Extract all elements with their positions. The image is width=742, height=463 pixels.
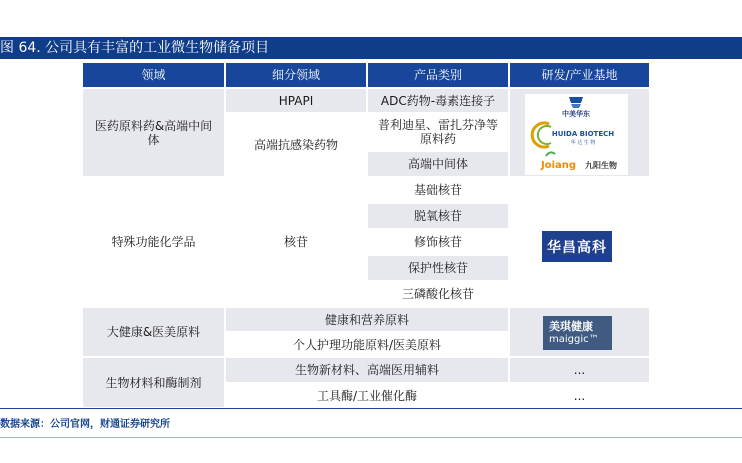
source-divider — [0, 408, 742, 409]
source-note: 数据来源：公司官网，财通证券研究所 — [0, 419, 170, 430]
subfield-anti-infective: 高端抗感染药物 — [225, 113, 367, 177]
pharma-base-logos — [525, 94, 628, 175]
product-protected-nucleoside: 保护性核苷 — [367, 255, 509, 281]
domain-biomaterials: 生物材料和酶制剂 — [82, 357, 225, 408]
header-base: 研发/产业基地 — [509, 62, 650, 88]
product-intermediate: 高端中间体 — [367, 151, 509, 177]
domain-pharma — [82, 88, 225, 177]
maiggic-logo-cn: 美琪健康 — [549, 320, 593, 333]
product-deoxy-nucleoside: 脱氧核苷 — [367, 203, 509, 229]
product-nutrition: 健康和营养原料 — [225, 307, 509, 332]
domain-special-chem: 特殊功能化学品 — [82, 177, 225, 307]
product-adc: ADC药物-毒素连接子 — [367, 88, 509, 113]
product-api-label: 普利迪星、雷扎芬净等原料药 — [377, 118, 498, 146]
subfield-nucleoside: 核苷 — [225, 177, 367, 307]
product-api — [367, 113, 509, 151]
jiuyang-logo-cn: 九阳生物 — [585, 161, 617, 170]
figure-title-bar — [0, 37, 742, 59]
zhongmei-logo-text: 中美华东 — [562, 110, 590, 118]
huida-logo-text: HUIDA BIOTECH — [551, 130, 615, 138]
maiggic-logo — [543, 316, 612, 350]
base-biomaterial: ... — [509, 357, 650, 383]
subfield-hpapi: HPAPI — [225, 88, 367, 113]
product-modified-nucleoside: 修饰核苷 — [367, 229, 509, 255]
figure-title: 图 64. 公司具有丰富的工业微生物储备项目 — [0, 40, 270, 56]
header-subfield: 细分领域 — [225, 62, 367, 88]
product-biomaterial: 生物新材料、高端医用辅料 — [225, 357, 509, 383]
domain-pharma-label: 医药原料药&高端中间体 — [94, 118, 213, 147]
domain-health: 大健康&医美原料 — [82, 307, 225, 357]
product-basic-nucleoside: 基础核苷 — [367, 177, 509, 203]
bottom-divider — [0, 437, 742, 438]
product-personal-care: 个人护理功能原料/医美原料 — [225, 332, 509, 357]
jiuyang-logo-en: Joiang — [541, 160, 577, 171]
header-domain: 领域 — [82, 62, 225, 88]
base-enzyme: ... — [509, 383, 650, 408]
product-triphosphate-nucleoside: 三磷酸化核苷 — [367, 281, 509, 307]
maiggic-logo-en: maiggic™ — [549, 334, 599, 345]
product-enzyme: 工具酶/工业催化酶 — [225, 383, 509, 408]
huida-logo-cn: 华 达 生 物 — [570, 140, 596, 146]
header-product: 产品类别 — [367, 62, 509, 88]
huachang-logo: 华昌高科 — [542, 231, 612, 262]
